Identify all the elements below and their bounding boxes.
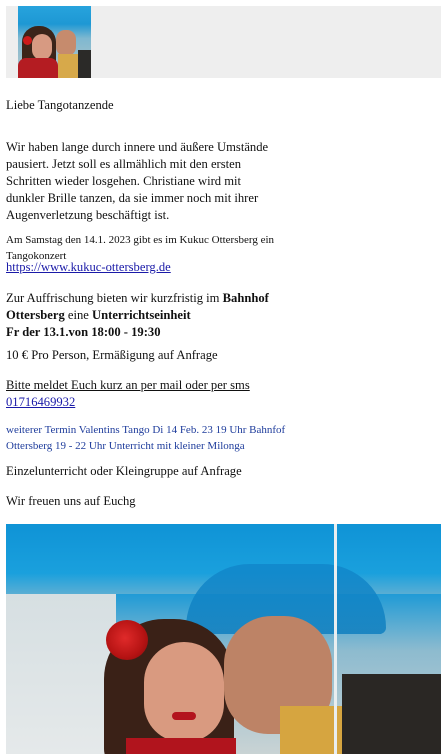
woman-dress — [126, 738, 236, 754]
further-date-text: weiterer Termin Valentins Tango Di 14 Feb. 23 19 Uhr Bahnfof Ottersberg 19 - 22 Uhr Unterricht mit kleiner Milonga — [6, 424, 286, 452]
red-flower — [106, 620, 148, 660]
refresh-mid: eine — [64, 308, 93, 322]
thumb-red-dress — [18, 58, 58, 78]
refresh-place: Bahnhof Ottersberg — [6, 291, 269, 322]
couple-umbrella-photo — [6, 524, 441, 754]
signup-phone-link[interactable]: 01716469932 — [6, 395, 76, 409]
photo-background-wall — [6, 594, 116, 754]
man-shirt — [280, 706, 350, 754]
thumb-man-face — [56, 30, 76, 56]
intro-paragraph: Wir haben lange durch innere und äußere Umstände pausiert. Jetzt soll es allmählich mit den ersten Schritten wieder losgehen. Christiane wird mit dunkler Brille tanzen, da sie immer noch mit ihrer Augenverletzung beschäftigt ist. — [6, 140, 269, 222]
refresh-unit: Unterrichtseinheit — [92, 308, 191, 322]
umbrella-rib — [334, 524, 337, 754]
private-lessons-text: Einzelunterricht oder Kleingruppe auf Anfrage — [6, 464, 242, 478]
couple-thumbnail-image — [18, 6, 91, 78]
refresh-time: Fr der 13.1.von 18:00 - 19:30 — [6, 325, 161, 339]
greeting-text: Liebe Tangotanzende — [6, 98, 114, 112]
concert-paragraph: Am Samstag den 14.1. 2023 gibt es im Kukuc Ottersberg ein Tangokonzert — [6, 234, 275, 262]
signup-request: Bitte meldet Euch kurz an per mail oder per sms — [6, 378, 250, 392]
thumb-flower — [23, 36, 32, 45]
woman-lips — [172, 712, 196, 720]
thumb-woman-face — [32, 34, 52, 60]
signup-paragraph — [6, 377, 266, 411]
thumb-man-vest — [78, 50, 91, 78]
price-text: 10 € Pro Person, Ermäßigung auf Anfrage — [6, 348, 218, 362]
man-vest — [342, 674, 441, 754]
header-strip — [0, 0, 441, 80]
refresh-prefix: Zur Auffrischung bieten wir kurzfristig im — [6, 291, 223, 305]
refresh-paragraph — [6, 290, 281, 341]
concert-link[interactable]: https://www.kukuc-ottersberg.de — [6, 260, 171, 274]
woman-face — [144, 642, 224, 742]
closing-text: Wir freuen uns auf Euchg — [6, 494, 136, 508]
